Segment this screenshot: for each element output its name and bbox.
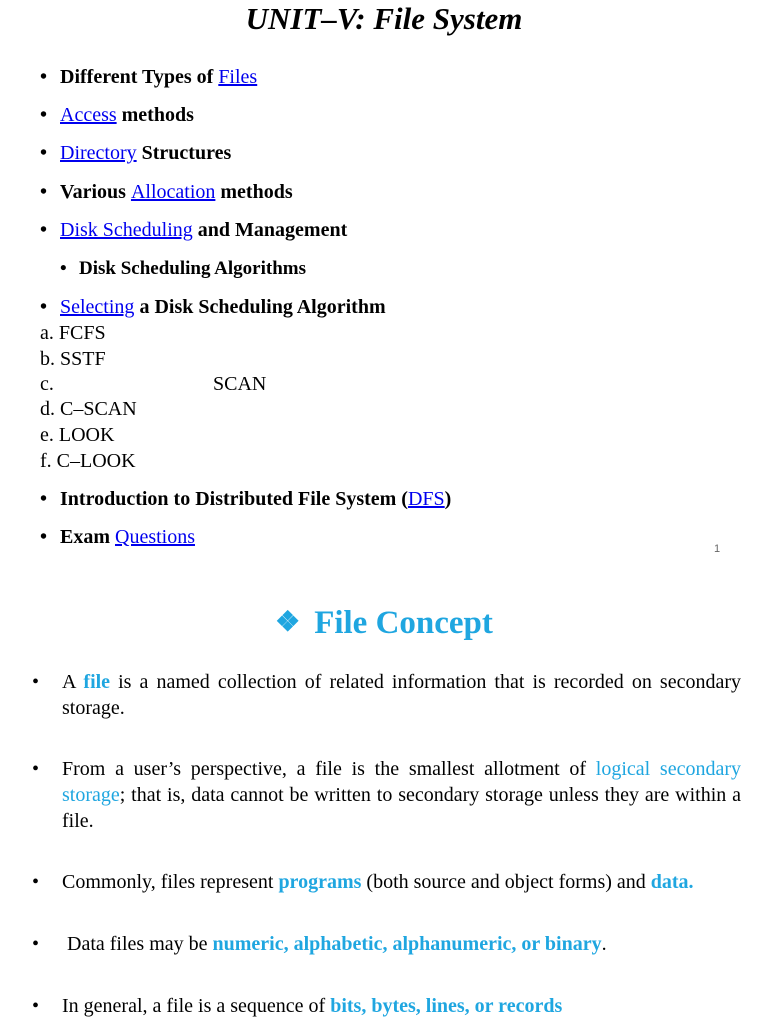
algo-letter: f.: [40, 450, 52, 472]
paragraph-files-represent: [32, 869, 741, 895]
para-text: Data files may be: [62, 933, 213, 955]
dfs-link[interactable]: DFS: [407, 488, 445, 510]
outline-item-selecting: [40, 296, 386, 319]
outline-item-text: Structures: [136, 142, 232, 164]
diamond-cluster-icon: ❖: [275, 607, 301, 638]
para-highlight: data.: [650, 871, 694, 893]
bullet-icon: •: [32, 933, 40, 955]
outline-item-directory: [40, 142, 232, 165]
section-title: File Concept: [314, 605, 493, 641]
bullet-icon: •: [40, 181, 48, 203]
algo-item-c: [40, 373, 340, 396]
para-text: ; that is, data cannot be written to secondary storage unless they are within a file.: [62, 784, 741, 832]
files-link[interactable]: Files: [218, 66, 258, 88]
algo-item-d: [40, 398, 137, 421]
outline-item-text: a Disk Scheduling Algorithm: [134, 296, 386, 318]
algo-letter: d.: [40, 398, 55, 420]
access-link[interactable]: Access: [60, 104, 117, 126]
outline-item-access-methods: [40, 104, 194, 127]
paragraph-sequence: [32, 993, 741, 1019]
para-text: is a named collection of related information that is recorded on secondary storage.: [62, 671, 741, 719]
section-heading: [0, 603, 768, 643]
algo-name: FCFS: [58, 322, 106, 344]
bullet-icon: •: [40, 296, 48, 318]
bullet-icon: •: [32, 671, 40, 693]
para-highlight: numeric, alphabetic, alphanumeric, or binary: [212, 933, 602, 955]
outline-item-text: Various: [60, 181, 131, 203]
para-text: From a user’s perspective, a file is the smallest allotment of: [62, 758, 596, 780]
para-text: (both source and object forms) and: [361, 871, 651, 893]
algo-name: C–LOOK: [56, 450, 136, 472]
allocation-link[interactable]: Allocation: [130, 181, 216, 203]
outline-subitem-algorithms: [60, 258, 306, 280]
para-text: In general, a file is a sequence of: [62, 995, 331, 1017]
bullet-icon: •: [40, 142, 48, 164]
bullet-icon: •: [32, 995, 40, 1017]
bullet-icon: •: [40, 104, 48, 126]
bullet-icon: •: [40, 526, 48, 548]
outline-item-text: Exam: [60, 526, 115, 548]
algo-item-f: [40, 450, 136, 473]
para-highlight: file: [83, 671, 111, 693]
bullet-icon: •: [40, 219, 48, 241]
algo-name: C–SCAN: [60, 398, 137, 420]
para-highlight: bits, bytes, lines, or records: [330, 995, 563, 1017]
algo-letter: e.: [40, 424, 54, 446]
bullet-icon: •: [40, 488, 48, 510]
para-highlight: logical secondary storage: [62, 758, 741, 806]
disk-scheduling-link[interactable]: Disk Scheduling: [60, 219, 193, 241]
directory-link[interactable]: Directory: [60, 142, 137, 164]
selecting-link[interactable]: Selecting: [60, 296, 135, 318]
algo-name: SSTF: [60, 348, 106, 370]
algo-item-b: [40, 348, 106, 371]
paragraph-file-definition: [32, 669, 741, 721]
paragraph-user-perspective: [32, 756, 741, 834]
algo-item-a: [40, 322, 106, 345]
bullet-icon: •: [32, 871, 40, 893]
bullet-icon: •: [32, 758, 40, 780]
outline-item-text: methods: [116, 104, 194, 126]
algo-item-e: [40, 424, 114, 447]
questions-link[interactable]: Questions: [115, 526, 195, 548]
outline-item-dfs: [40, 488, 452, 511]
outline-item-file-types: [40, 66, 258, 89]
para-text: A: [62, 671, 84, 693]
para-text: .: [601, 933, 607, 955]
outline-item-text: Introduction to Distributed File System (: [60, 488, 408, 510]
paragraph-data-files: [32, 931, 741, 957]
outline-item-exam: [40, 526, 195, 549]
outline-item-text: Disk Scheduling Algorithms: [79, 258, 306, 279]
outline-item-allocation: [40, 181, 293, 204]
outline-item-text: and Management: [192, 219, 348, 241]
para-highlight: programs: [278, 871, 362, 893]
algo-letter: c.: [40, 373, 54, 395]
outline-item-disk-scheduling: [40, 219, 348, 242]
page-title: UNIT–V: File System: [245, 1, 523, 36]
algo-letter: a.: [40, 322, 54, 344]
page-number: 1: [714, 543, 721, 555]
outline-item-text: ): [444, 488, 452, 510]
bullet-icon: •: [60, 258, 67, 279]
algo-name: LOOK: [58, 424, 115, 446]
bullet-icon: •: [40, 66, 48, 88]
outline-item-text: methods: [215, 181, 293, 203]
para-text: Commonly, files represent: [62, 871, 279, 893]
algo-letter: b.: [40, 348, 55, 370]
outline-item-text: Different Types of: [60, 66, 219, 88]
algo-name: SCAN: [213, 373, 267, 395]
